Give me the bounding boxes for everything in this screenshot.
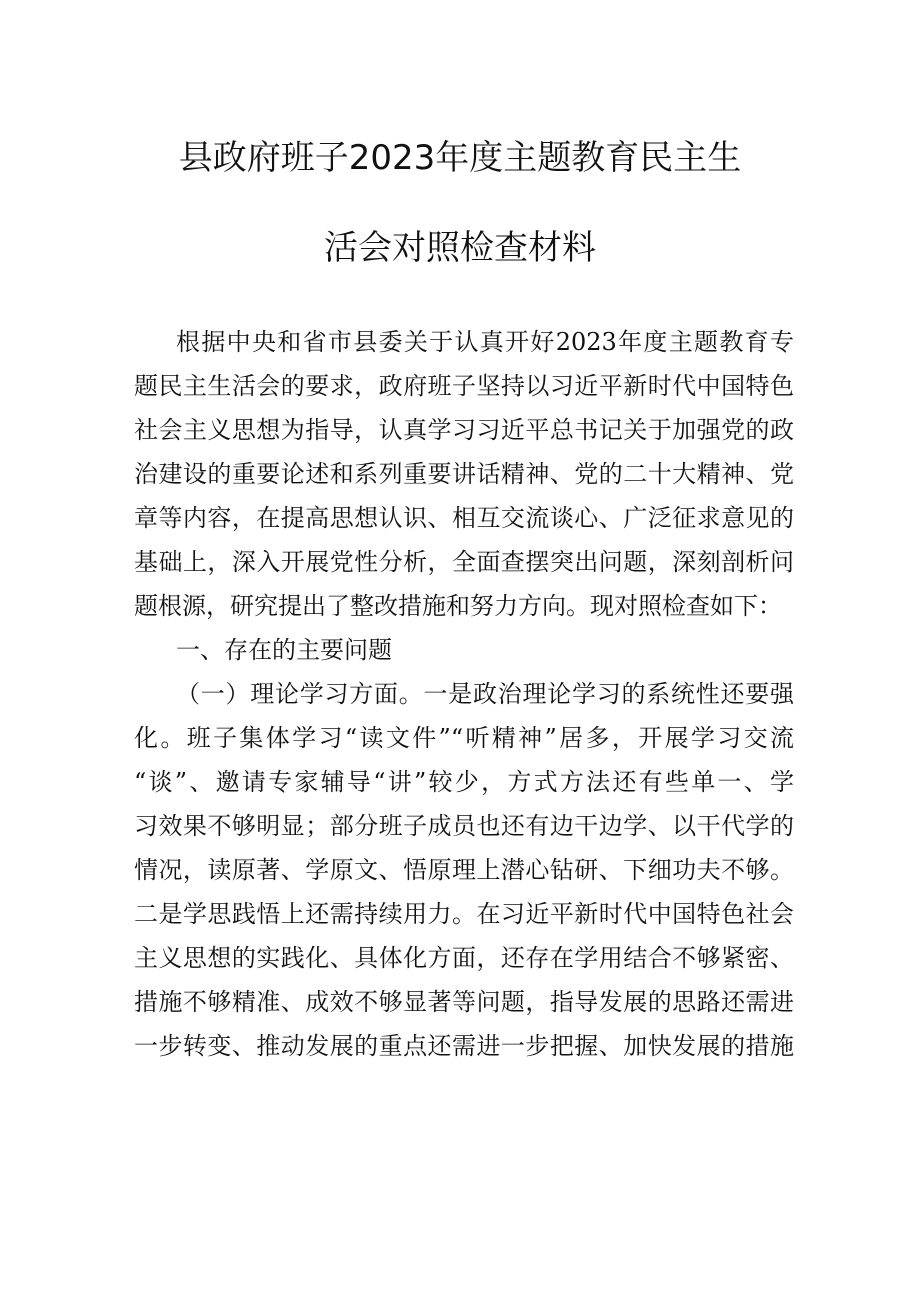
- paragraph-line: 习效果不够明显；部分班子成员也还有边干边学、以干代学的: [134, 812, 794, 840]
- paragraph-line: 章等内容，在提高思想认识、相互交流谈心、广泛征求意见的: [134, 504, 794, 532]
- paragraph-line: 二是学思践悟上还需持续用力。在习近平新时代中国特色社会: [134, 900, 794, 928]
- paragraph-line: “谈”、邀请专家辅导“讲”较少，方式方法还有些单一、学: [134, 768, 794, 796]
- section-heading: 一、存在的主要问题: [176, 636, 392, 664]
- paragraph-line: 主义思想的实践化、具体化方面，还存在学用结合不够紧密、: [134, 944, 794, 972]
- paragraph-line: 措施不够精准、成效不够显著等问题，指导发展的思路还需进: [134, 988, 794, 1016]
- paragraph-line: 社会主义思想为指导，认真学习习近平总书记关于加强党的政: [134, 416, 794, 444]
- paragraph-line: （一）理论学习方面。一是政治理论学习的系统性还要强: [176, 680, 794, 708]
- paragraph-line: 化。班子集体学习“读文件”“听精神”居多，开展学习交流: [134, 724, 794, 752]
- document-title-line-2: 活会对照检查材料: [324, 228, 596, 268]
- paragraph-line: 治建设的重要论述和系列重要讲话精神、党的二十大精神、党: [134, 460, 794, 488]
- paragraph-line: 题根源，研究提出了整改措施和努力方向。现对照检查如下：: [134, 592, 782, 620]
- paragraph-line: 情况，读原著、学原文、悟原理上潜心钻研、下细功夫不够。: [134, 856, 794, 884]
- paragraph-line: 根据中央和省市县委关于认真开好2023年度主题教育专: [176, 328, 794, 356]
- document-title-line-1: 县政府班子2023年度主题教育民主生: [178, 138, 742, 178]
- paragraph-line: 一步转变、推动发展的重点还需进一步把握、加快发展的措施: [134, 1032, 794, 1060]
- paragraph-line: 题民主生活会的要求，政府班子坚持以习近平新时代中国特色: [134, 372, 794, 400]
- paragraph-line: 基础上，深入开展党性分析，全面查摆突出问题，深刻剖析问: [134, 548, 794, 576]
